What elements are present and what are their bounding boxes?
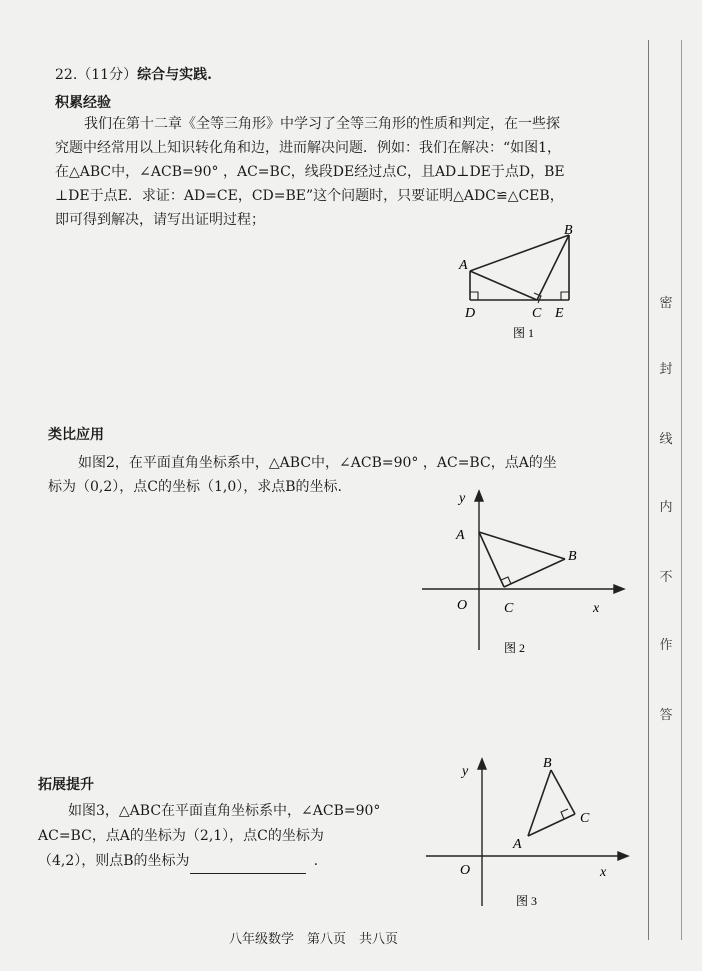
section3-line: （4,2），则点B的坐标为	[38, 853, 190, 869]
label-b: B	[564, 223, 573, 238]
answer-blank[interactable]	[190, 855, 306, 874]
y-axis-arrow-icon	[478, 759, 486, 769]
label-x: x	[593, 601, 600, 616]
seal-line-inner	[648, 40, 649, 940]
x-axis-arrow-icon	[618, 852, 628, 860]
figure-3-caption: 图 3	[516, 894, 538, 908]
seal-char: 内	[659, 500, 673, 515]
figure-1-caption: 图 1	[513, 326, 535, 340]
section1-heading: 积累经验	[55, 95, 111, 111]
right-angle-mark-d	[470, 292, 478, 300]
seal-char: 密	[659, 296, 673, 311]
label-a: A	[513, 837, 522, 852]
seal-char: 封	[659, 362, 673, 377]
label-a: A	[456, 528, 465, 543]
problem-topic: 综合与实践.	[137, 67, 212, 83]
section1-line: 在△ABC中，∠ACB=90° ，AC=BC，线段DE经过点C，且AD⊥DE于点D，BE	[55, 164, 565, 180]
label-y: y	[459, 491, 466, 506]
seal-char: 作	[659, 638, 673, 653]
problem-points: （11分）	[77, 67, 138, 83]
seal-line-outer	[681, 40, 682, 940]
segment-ab	[479, 532, 565, 559]
section2-heading: 类比应用	[48, 427, 104, 443]
section2-line: 标为（0,2），点C的坐标（1,0），求点B的坐标.	[48, 479, 342, 495]
problem-header	[55, 62, 212, 88]
label-e: E	[555, 306, 564, 321]
x-axis-arrow-icon	[614, 585, 624, 593]
page-footer: 八年级数学 第八页 共八页	[229, 932, 399, 947]
segment-ac	[479, 532, 504, 587]
section2-line: 如图2，在平面直角坐标系中，△ABC中，∠ACB=90° ，AC=BC，点A的坐	[78, 455, 557, 471]
section1-line: 即可得到解决，请写出证明过程；	[55, 212, 265, 228]
seal-char: 线	[659, 432, 673, 447]
label-d: D	[465, 306, 476, 321]
section3-heading: 拓展提升	[38, 777, 94, 793]
section3-answer-line	[38, 848, 318, 874]
section3-line: 如图3，△ABC在平面直角坐标系中，∠ACB=90°	[68, 803, 381, 819]
y-axis-arrow-icon	[475, 491, 483, 501]
figure-2	[420, 488, 630, 660]
label-c: C	[532, 306, 542, 321]
label-c: C	[504, 601, 514, 616]
label-a: A	[459, 258, 468, 273]
label-x: x	[600, 865, 607, 880]
label-b: B	[543, 756, 552, 771]
figure-1	[440, 222, 600, 342]
seal-char: 答	[659, 708, 673, 723]
segment-bc	[551, 770, 575, 814]
right-angle-mark-e	[561, 292, 569, 300]
segment-cb	[504, 559, 565, 587]
label-o: O	[460, 863, 471, 878]
segment-ac	[470, 271, 537, 300]
label-o: O	[457, 598, 468, 613]
figure-2-caption: 图 2	[504, 641, 526, 655]
figure-3	[422, 750, 632, 910]
seal-char: 不	[659, 570, 673, 585]
end-mark: .	[313, 853, 319, 869]
section1-line: 我们在第十二章《全等三角形》中学习了全等三角形的性质和判定，在一些探	[84, 116, 560, 132]
label-b: B	[568, 549, 577, 564]
label-y: y	[462, 764, 469, 779]
section1-line: ⊥DE于点E．求证：AD=CE，CD=BE”这个问题时，只要证明△ADC≌△CEB，	[55, 188, 564, 204]
label-c: C	[580, 811, 590, 826]
section3-line: AC=BC，点A的坐标为（2,1），点C的坐标为	[38, 828, 324, 844]
section1-line: 究题中经常用以上知识转化角和边，进而解决问题．例如：我们在解决：“如图1，	[55, 140, 562, 156]
problem-number: 22.	[55, 67, 78, 83]
